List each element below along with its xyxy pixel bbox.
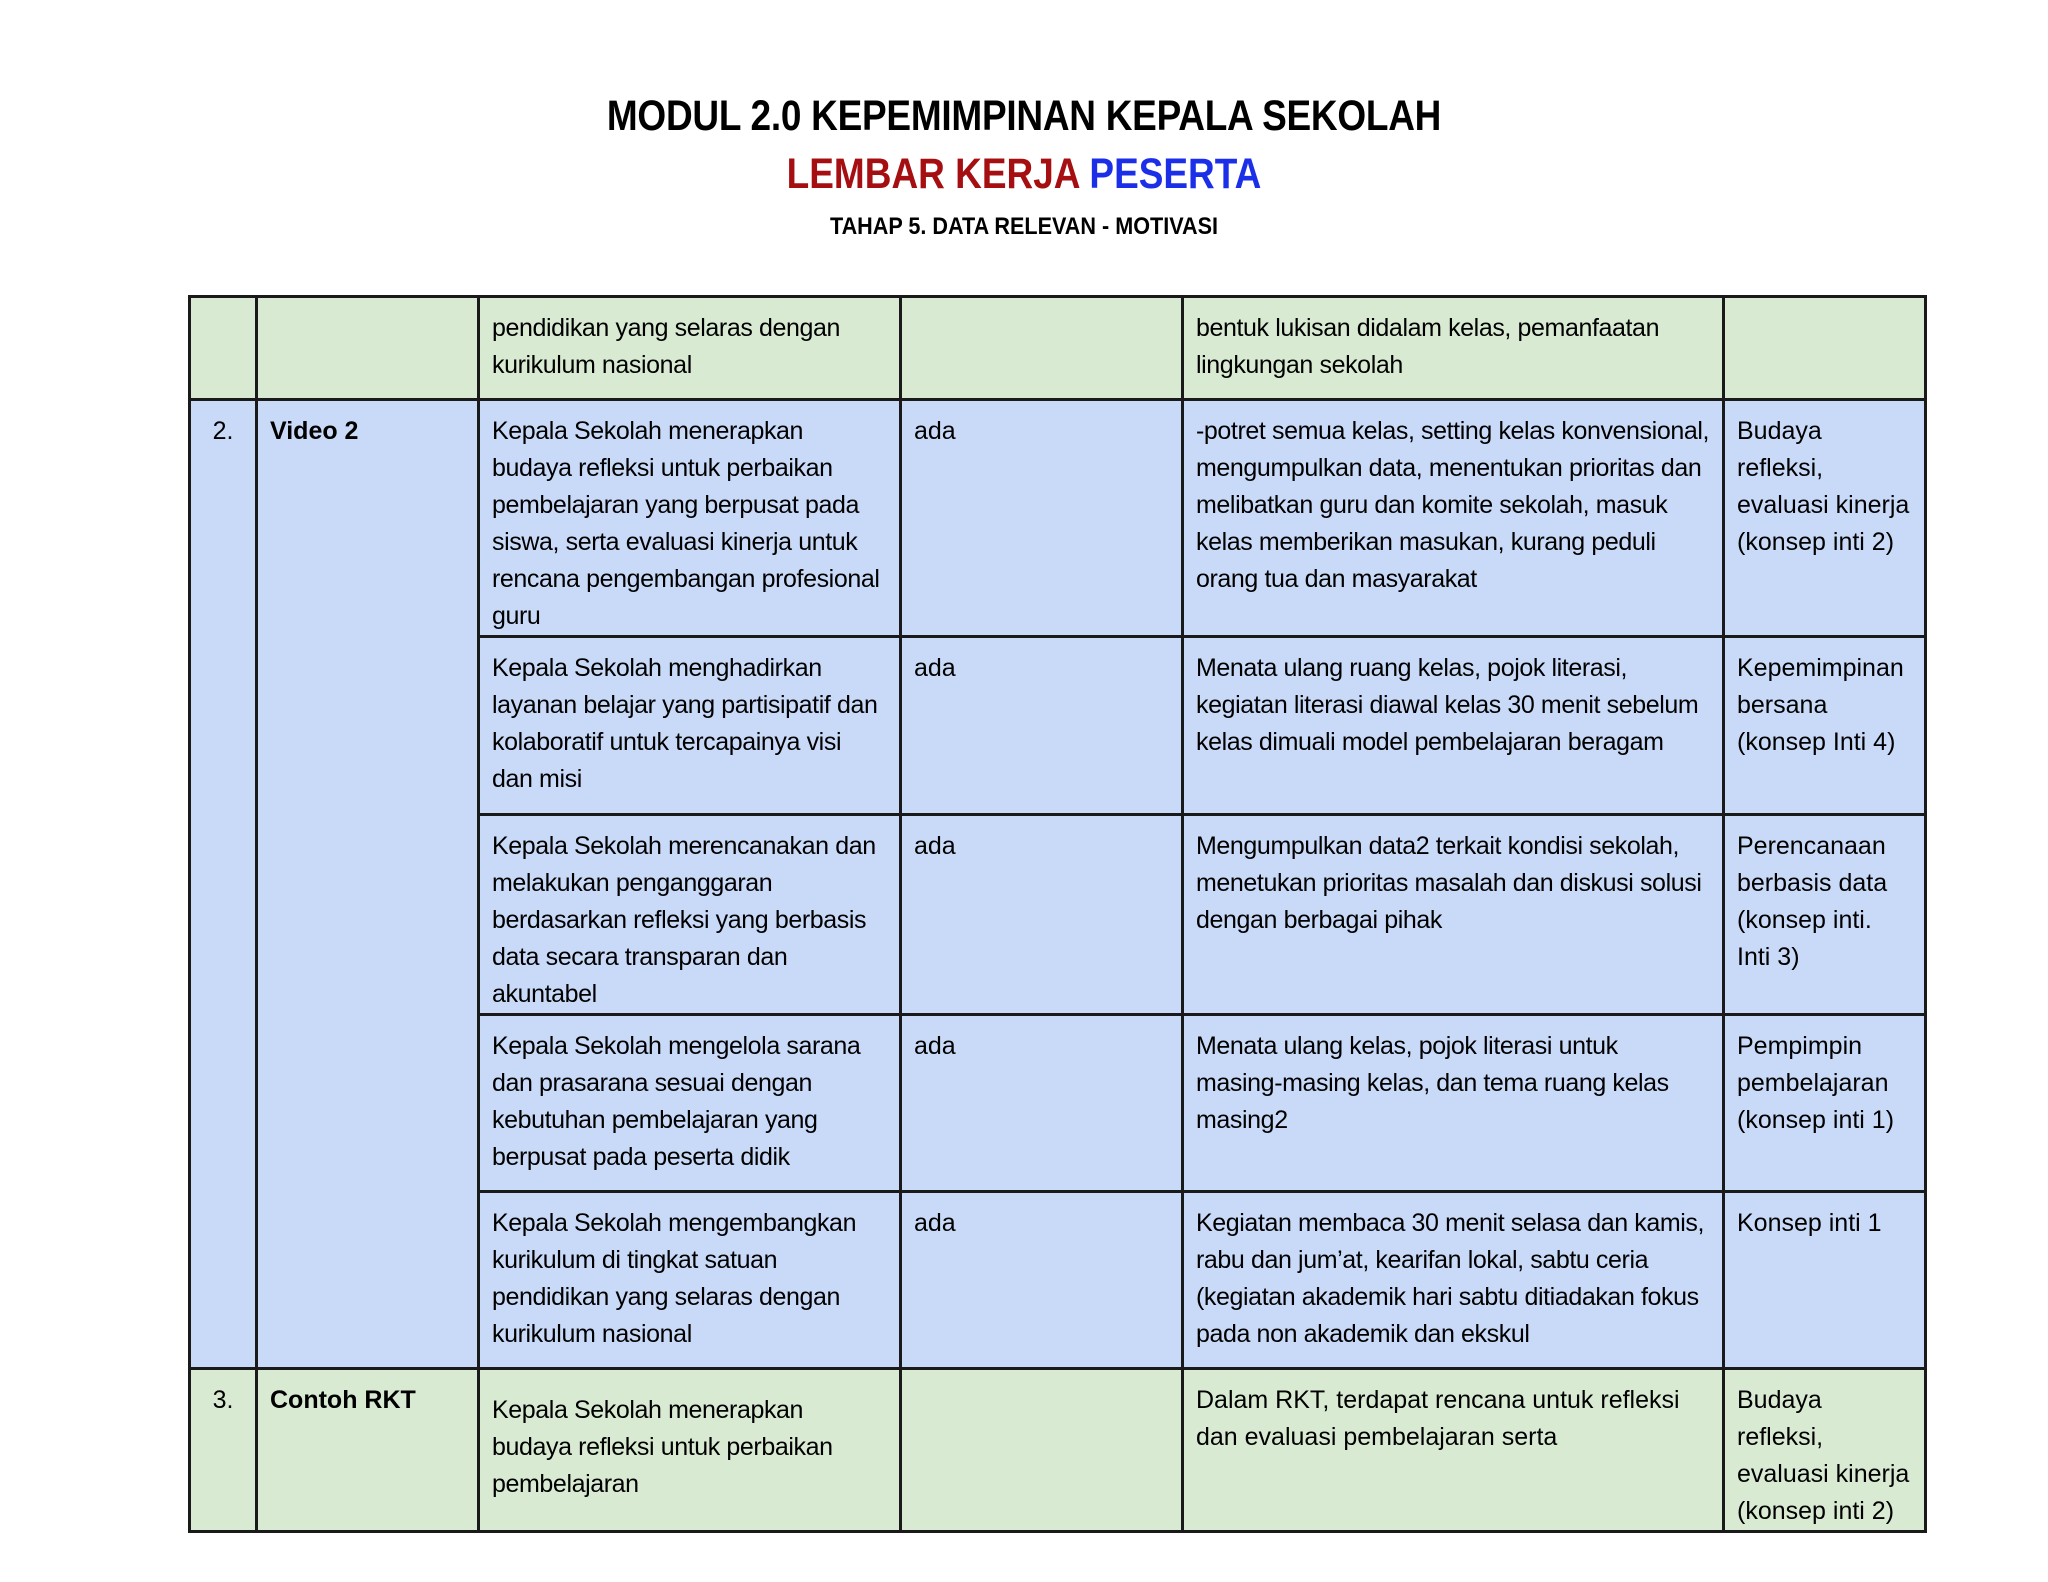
row-indicator: Kepala Sekolah merencanakan dan melakukan penganggaran berdasarkan refleksi yang berbasis data secara transparan dan akuntabel [479,815,901,1015]
row-status [901,297,1183,400]
row-indicator: Kepala Sekolah menerapkan budaya refleksi untuk perbaikan pembelajaran yang berpusat pada siswa, serta evaluasi kinerja untuk rencana pengembangan profesional guru [479,400,901,637]
row-concept: Budaya refleksi, evaluasi kinerja (konsep inti 2) [1724,400,1926,637]
row-evidence: -potret semua kelas, setting kelas konvensional, mengumpulkan data, menentukan prioritas dan melibatkan guru dan komite sekolah, masuk kelas memberikan masukan, kurang peduli orang tua dan masyarakat [1183,400,1724,637]
document-header [0,90,2048,248]
stage-heading: TAHAP 5. DATA RELEVAN - MOTIVASI [829,213,1219,240]
row-indicator: Kepala Sekolah menghadirkan layanan belajar yang partisipatif dan kolaboratif untuk tercapainya visi dan misi [479,637,901,815]
row-source: Video 2 [257,400,479,1369]
subtitle-red-part: LEMBAR KERJA [786,150,1080,198]
row-status: ada [901,1192,1183,1369]
row-concept: Pempimpin pembelajaran (konsep inti 1) [1724,1015,1926,1192]
table-row [190,400,1926,637]
row-status: ada [901,1015,1183,1192]
data-table [188,295,1927,1533]
document-title: MODUL 2.0 KEPEMIMPINAN KEPALA SEKOLAH [606,92,1442,140]
row-evidence: Mengumpulkan data2 terkait kondisi sekolah, menetukan prioritas masalah dan diskusi solusi dengan berbagai pihak [1183,815,1724,1015]
row-indicator: Kepala Sekolah mengembangkan kurikulum di tingkat satuan pendidikan yang selaras dengan kurikulum nasional [479,1192,901,1369]
row-number [190,297,257,400]
subtitle-blue-part: PESERTA [1089,150,1262,198]
row-source: Contoh RKT [257,1369,479,1532]
row-concept: Perencanaan berbasis data (konsep inti. Inti 3) [1724,815,1926,1015]
row-concept: Kepemimpinan bersana (konsep Inti 4) [1724,637,1926,815]
worksheet-subtitle [143,142,1904,206]
table-row [190,1369,1926,1532]
row-indicator: Kepala Sekolah menerapkan budaya refleksi untuk perbaikan pembelajaran [479,1369,901,1532]
row-status [901,1369,1183,1532]
row-status: ada [901,815,1183,1015]
row-evidence: Menata ulang ruang kelas, pojok literasi, kegiatan literasi diawal kelas 30 menit sebelum kelas dimuali model pembelajaran beragam [1183,637,1724,815]
row-status: ada [901,400,1183,637]
row-status: ada [901,637,1183,815]
row-evidence: bentuk lukisan didalam kelas, pemanfaatan lingkungan sekolah [1183,297,1724,400]
row-concept: Konsep inti 1 [1724,1192,1926,1369]
row-evidence: Kegiatan membaca 30 menit selasa dan kamis, rabu dan jum’at, kearifan lokal, sabtu ceria (kegiatan akademik hari sabtu ditiadakan fokus pada non akademik dan ekskul [1183,1192,1724,1369]
row-source [257,297,479,400]
row-concept [1724,297,1926,400]
row-indicator: pendidikan yang selaras dengan kurikulum nasional [479,297,901,400]
row-number: 2. [190,400,257,1369]
row-indicator: Kepala Sekolah mengelola sarana dan prasarana sesuai dengan kebutuhan pembelajaran yang berpusat pada peserta didik [479,1015,901,1192]
row-number: 3. [190,1369,257,1532]
row-evidence: Menata ulang kelas, pojok literasi untuk masing-masing kelas, dan tema ruang kelas masing2 [1183,1015,1724,1192]
row-concept: Budaya refleksi, evaluasi kinerja (konsep inti 2) [1724,1369,1926,1532]
table-row [190,297,1926,400]
row-evidence: Dalam RKT, terdapat rencana untuk refleksi dan evaluasi pembelajaran serta [1183,1369,1724,1532]
